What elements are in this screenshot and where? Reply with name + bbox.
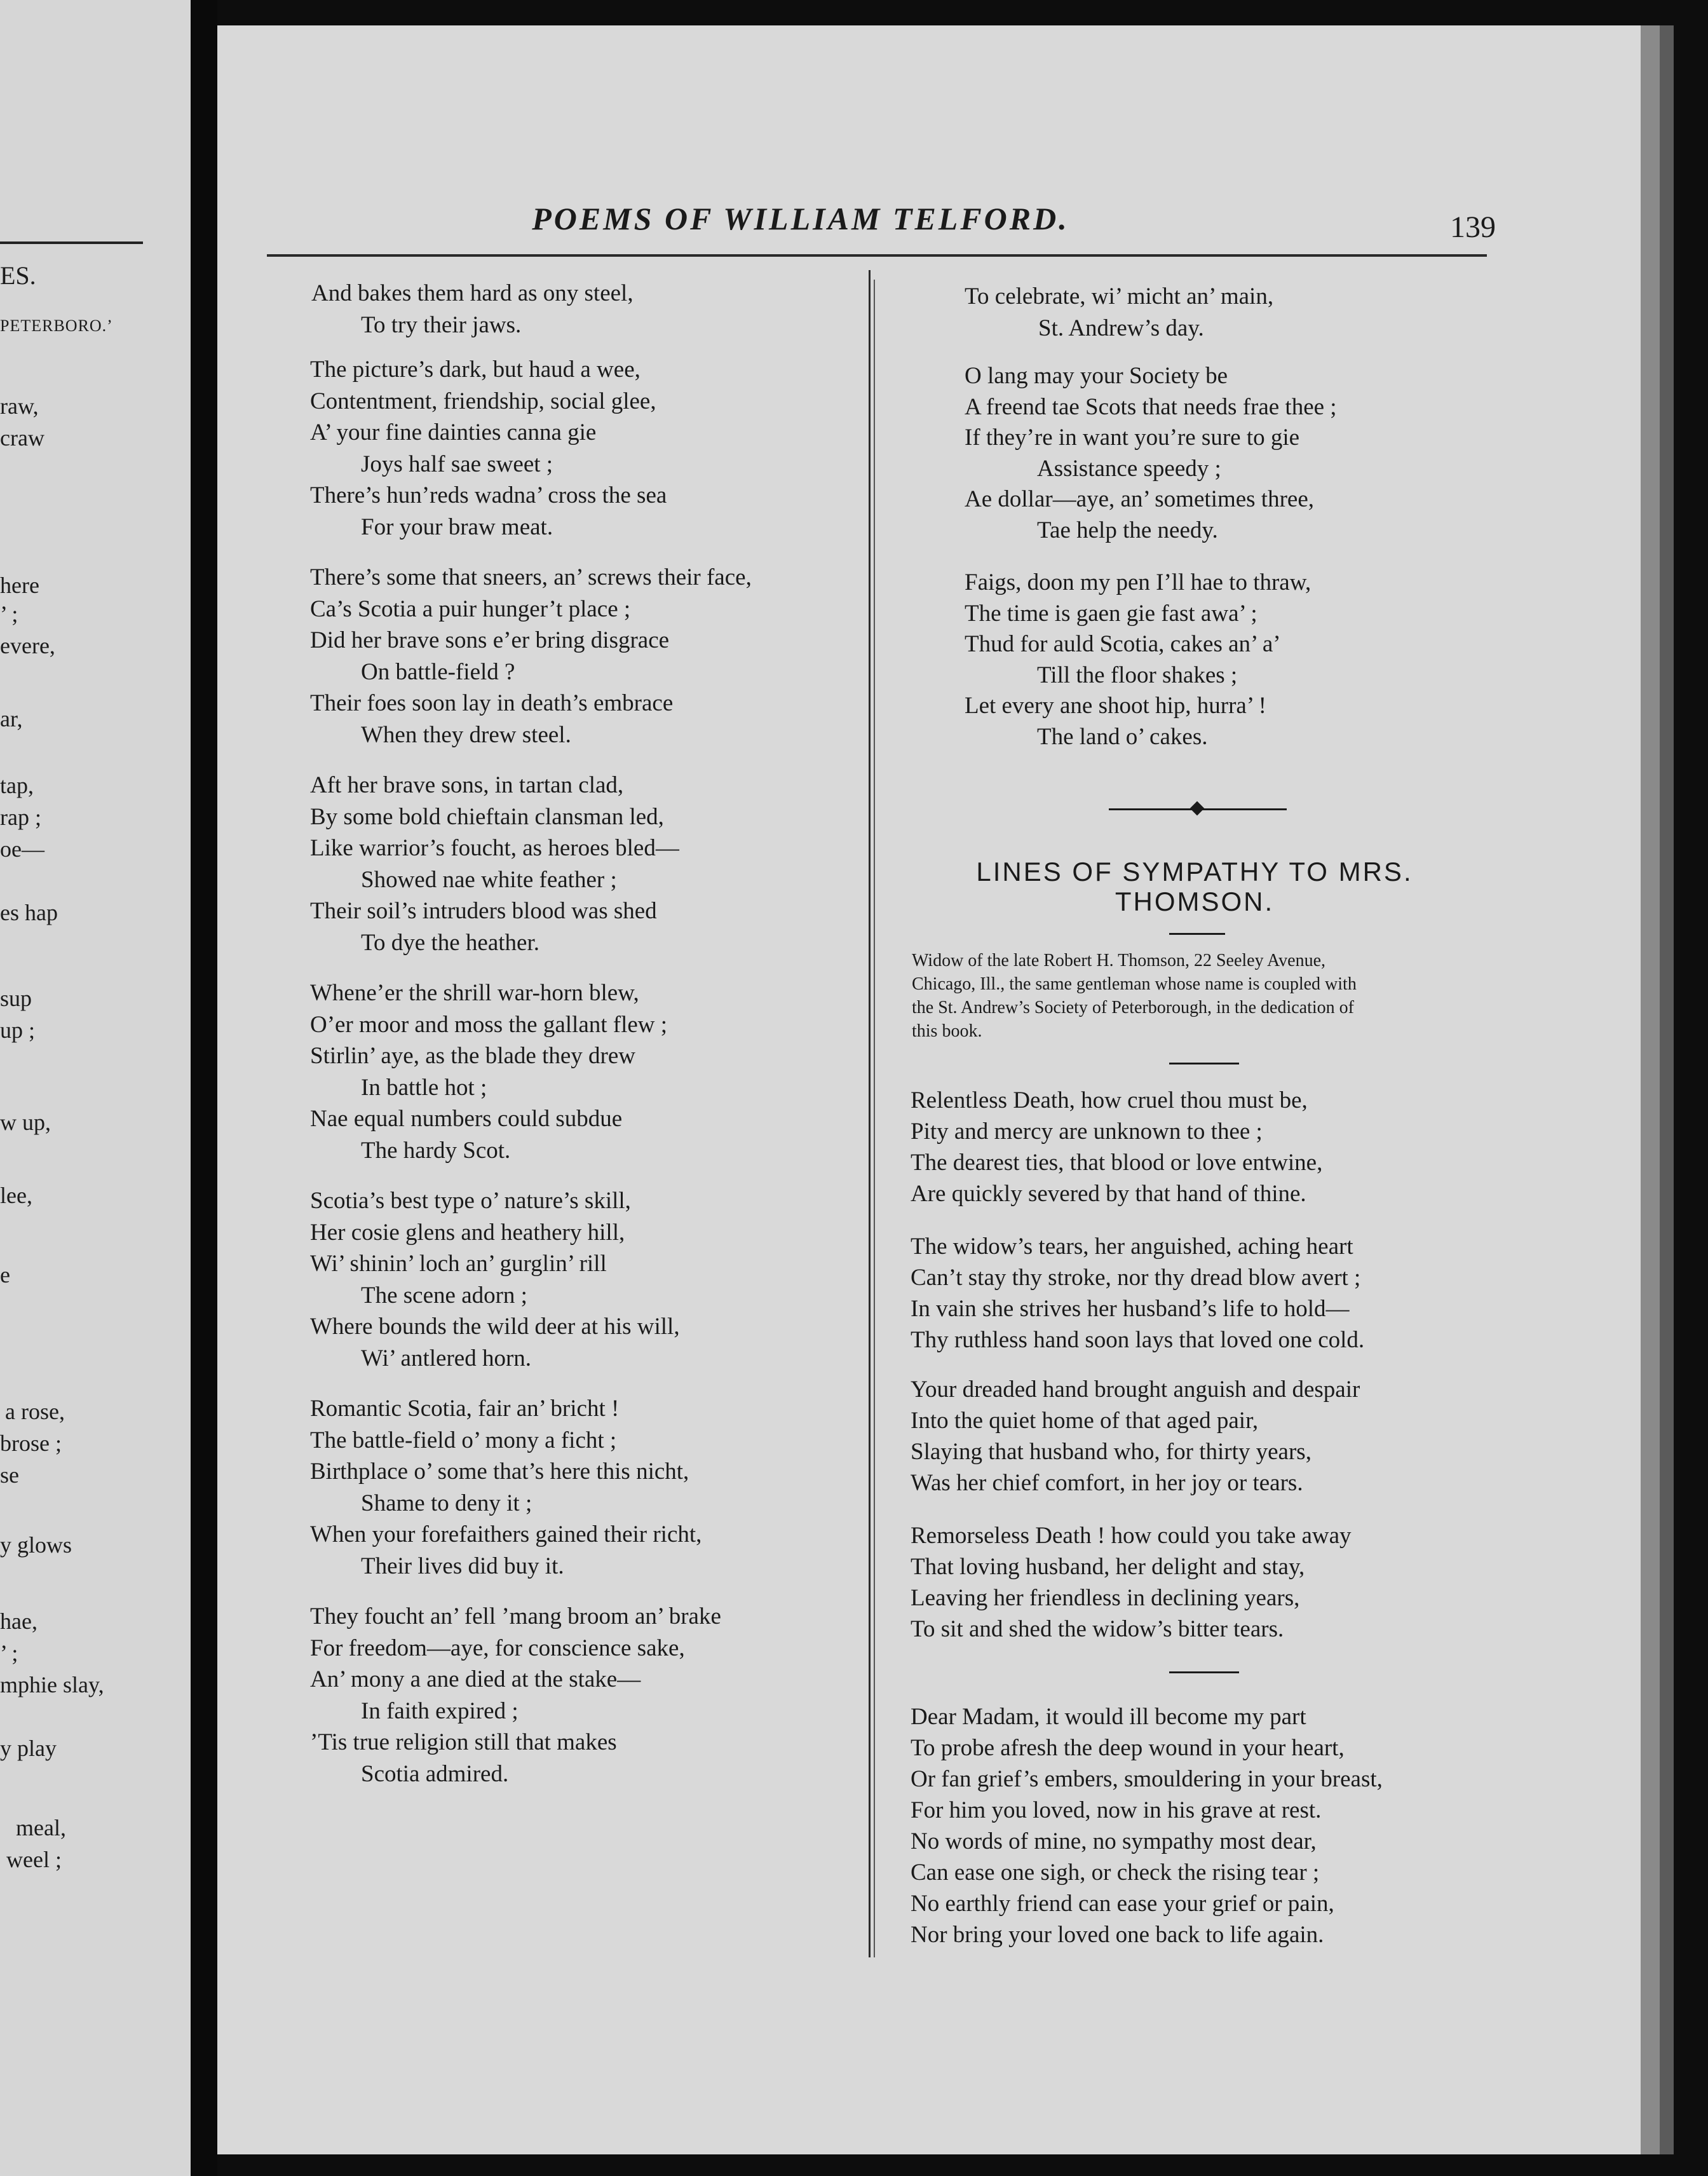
poem-line: Where bounds the wild deer at his will,	[310, 1314, 680, 1340]
header-rule	[267, 254, 1487, 257]
poem-line: Stirlin’ aye, as the blade they drew	[310, 1043, 636, 1069]
poem-line: The scene adorn ;	[361, 1282, 527, 1309]
left-page-line: meal,	[16, 1815, 66, 1840]
stanza-rule	[1169, 1671, 1239, 1673]
running-head: POEMS OF WILLIAM TELFORD.	[532, 201, 1069, 236]
poem-line: Joys half sae sweet ;	[361, 451, 553, 477]
poem-line: Showed nae white feather ;	[361, 866, 617, 893]
poem-line: If they’re in want you’re sure to gie	[965, 425, 1300, 451]
left-page-line: brose ;	[0, 1431, 62, 1456]
poem-line: Thud for auld Scotia, cakes an’ a’	[965, 631, 1281, 657]
poem-line: To sit and shed the widow’s bitter tears.	[911, 1616, 1284, 1642]
poem-line: O lang may your Society be	[965, 363, 1228, 389]
left-page-line: ’ ;	[0, 601, 18, 627]
poem-line: The hardy Scot.	[361, 1137, 511, 1164]
poem-line: St. Andrew’s day.	[1038, 315, 1204, 341]
poem-line: Was her chief comfort, in her joy or tears.	[911, 1470, 1303, 1496]
poem-line: Contentment, friendship, social glee,	[310, 388, 656, 414]
poem-line: Into the quiet home of that aged pair,	[911, 1408, 1259, 1434]
poem-line: For your braw meat.	[361, 513, 553, 540]
note-line: this book.	[912, 1021, 982, 1041]
poem-line: Whene’er the shrill war-horn blew,	[310, 980, 639, 1006]
poem-line: Aft her brave sons, in tartan clad,	[310, 772, 624, 798]
page-number: 139	[1450, 210, 1496, 244]
poem-line: Scotia’s best type o’ nature’s skill,	[310, 1188, 631, 1214]
poem-line: Their foes soon lay in death’s embrace	[310, 690, 674, 716]
poem-line: There’s some that sneers, an’ screws their face,	[310, 564, 752, 590]
left-page-line: hae,	[0, 1608, 37, 1634]
left-page-line: ar,	[0, 706, 23, 731]
left-page-line: rap ;	[0, 805, 41, 830]
poem-line: Are quickly severed by that hand of thine.	[911, 1181, 1306, 1207]
poem-line: And bakes them hard as ony steel,	[311, 280, 634, 306]
poem-title-line1: LINES OF SYMPATHY TO MRS.	[976, 857, 1413, 887]
poem-line: Assistance speedy ;	[1037, 455, 1221, 482]
left-page-line: ’ ;	[0, 1640, 18, 1666]
poem-line: On battle-field ?	[361, 658, 515, 685]
poem-line: A’ your fine dainties canna gie	[310, 419, 597, 445]
poem-line: Birthplace o’ some that’s here this nicht,	[310, 1459, 689, 1485]
poem-line: Ca’s Scotia a puir hunger’t place ;	[310, 595, 631, 622]
poem-line: That loving husband, her delight and stay,	[911, 1554, 1305, 1580]
poem-line: The time is gaen gie fast awa’ ;	[965, 600, 1257, 627]
left-page-line: y glows	[0, 1532, 72, 1558]
poem-line: The widow’s tears, her anguished, aching heart	[911, 1234, 1353, 1260]
poem-line: To dye the heather.	[361, 929, 539, 956]
poem-line: Can ease one sigh, or check the rising tear ;	[911, 1860, 1320, 1886]
poem-line: For him you loved, now in his grave at rest.	[911, 1797, 1322, 1823]
poem-line: Her cosie glens and heathery hill,	[310, 1219, 625, 1246]
left-page-line: lee,	[0, 1183, 32, 1208]
poem-line: An’ mony a ane died at the stake—	[310, 1666, 641, 1692]
poem-line: In vain she strives her husband’s life to hold—	[911, 1296, 1350, 1322]
left-page-heading: ES.	[0, 261, 36, 290]
poem-line: Or fan grief’s embers, smouldering in your breast,	[911, 1766, 1383, 1792]
poem-line: Can’t stay thy stroke, nor thy dread blow avert ;	[911, 1265, 1361, 1291]
left-page-line: weel ;	[6, 1847, 62, 1872]
poem-line: Did her brave sons e’er bring disgrace	[310, 627, 670, 653]
page-edge-shadow	[1660, 25, 1674, 2154]
poem-line: To probe afresh the deep wound in your heart,	[911, 1735, 1345, 1761]
poem-line: When they drew steel.	[361, 721, 571, 748]
note-line: Widow of the late Robert H. Thomson, 22 Seeley Avenue,	[912, 951, 1326, 970]
left-page-line: a rose,	[5, 1399, 65, 1424]
poem-line: To celebrate, wi’ micht an’ main,	[965, 283, 1274, 309]
left-page-line: tap,	[0, 773, 34, 798]
poem-line: Scotia admired.	[361, 1760, 509, 1787]
poem-line: Ae dollar—aye, an’ sometimes three,	[965, 486, 1314, 512]
poem-line: Like warrior’s foucht, as heroes bled—	[310, 835, 679, 861]
poem-line: Tae help the needy.	[1037, 517, 1218, 543]
left-page-line: raw,	[0, 393, 39, 419]
poem-line: The land o’ cakes.	[1037, 723, 1208, 750]
left-page-line: oe—	[0, 836, 44, 862]
poem-line: A freend tae Scots that needs frae thee ;	[965, 393, 1337, 420]
poem-line: Faigs, doon my pen I’ll hae to thraw,	[965, 569, 1312, 595]
column-rule-inner	[874, 280, 875, 1957]
left-page-line: evere,	[0, 633, 55, 658]
poem-line: By some bold chieftain clansman led,	[310, 803, 664, 830]
poem-line: No earthly friend can ease your grief or pain,	[911, 1891, 1334, 1917]
left-page-line: es hap	[0, 900, 58, 925]
poem-line: Let every ane shoot hip, hurra’ !	[965, 693, 1266, 719]
title-rule	[1169, 933, 1225, 935]
poem-line: Their lives did buy it.	[361, 1553, 564, 1579]
poem-line: Wi’ shinin’ loch an’ gurglin’ rill	[310, 1251, 607, 1277]
left-page-line: w up,	[0, 1110, 51, 1135]
left-page-line: craw	[0, 425, 44, 451]
page-edge	[1641, 25, 1660, 2154]
poem-line: Nae equal numbers could subdue	[310, 1106, 623, 1132]
poem-line: There’s hun’reds wadna’ cross the sea	[310, 482, 667, 508]
left-page-line: mphie slay,	[0, 1672, 104, 1697]
note-line: Chicago, Ill., the same gentleman whose name is coupled with	[912, 974, 1357, 994]
left-page-line: here	[0, 573, 39, 598]
poem-line: Slaying that husband who, for thirty years,	[911, 1439, 1312, 1465]
poem-line: Dear Madam, it would ill become my part	[911, 1704, 1306, 1730]
poem-line: When your forefaithers gained their richt,	[310, 1521, 702, 1547]
poem-line: Their soil’s intruders blood was shed	[310, 898, 657, 924]
poem-line: Till the floor shakes ;	[1037, 662, 1238, 688]
poem-line: Shame to deny it ;	[361, 1490, 532, 1516]
poem-line: Nor bring your loved one back to life again.	[911, 1922, 1324, 1948]
section-ornament	[1109, 806, 1287, 812]
poem-line: The battle-field o’ mony a ficht ;	[310, 1427, 617, 1453]
poem-line: Leaving her friendless in declining years,	[911, 1585, 1300, 1611]
poem-line: Relentless Death, how cruel thou must be,	[911, 1087, 1308, 1113]
poem-line: They foucht an’ fell ’mang broom an’ brake	[310, 1603, 721, 1629]
left-page-line: up ;	[0, 1017, 36, 1043]
poem-line: Wi’ antlered horn.	[361, 1345, 532, 1371]
left-facing-page	[0, 0, 191, 2176]
poem-line: The picture’s dark, but haud a wee,	[310, 357, 640, 383]
column-rule	[869, 270, 871, 1957]
poem-line: Romantic Scotia, fair an’ bricht !	[310, 1396, 620, 1422]
left-page-rule	[0, 241, 143, 244]
poem-line: O’er moor and moss the gallant flew ;	[310, 1011, 668, 1038]
poem-line: The dearest ties, that blood or love entwine,	[911, 1150, 1323, 1176]
poem-line: For freedom—aye, for conscience sake,	[310, 1635, 685, 1661]
note-line: the St. Andrew’s Society of Peterborough, in the dedication of	[912, 998, 1354, 1017]
left-page-line: sup	[0, 986, 32, 1011]
dedication-note	[912, 949, 1496, 1043]
poem-line: To try their jaws.	[361, 312, 522, 338]
poem-line: Remorseless Death ! how could you take away	[911, 1523, 1352, 1549]
poem-line: Pity and mercy are unknown to thee ;	[911, 1119, 1263, 1145]
left-page-line: se	[0, 1462, 19, 1488]
left-page-line: y play	[0, 1736, 57, 1761]
poem-line: Your dreaded hand brought anguish and despair	[911, 1377, 1360, 1403]
poem-line: In faith expired ;	[361, 1697, 518, 1724]
poem-line: Thy ruthless hand soon lays that loved one cold.	[911, 1327, 1365, 1353]
poem-line: In battle hot ;	[361, 1074, 487, 1101]
note-rule	[1169, 1063, 1239, 1064]
poem-line: No words of mine, no sympathy most dear,	[911, 1828, 1317, 1854]
left-page-subheading: PETERBORO.’	[0, 316, 113, 335]
left-page-line: e	[0, 1262, 10, 1288]
poem-line: ’Tis true religion still that makes	[310, 1729, 617, 1755]
poem-title-line2: THOMSON.	[1115, 887, 1275, 916]
book-gutter	[191, 0, 217, 2176]
